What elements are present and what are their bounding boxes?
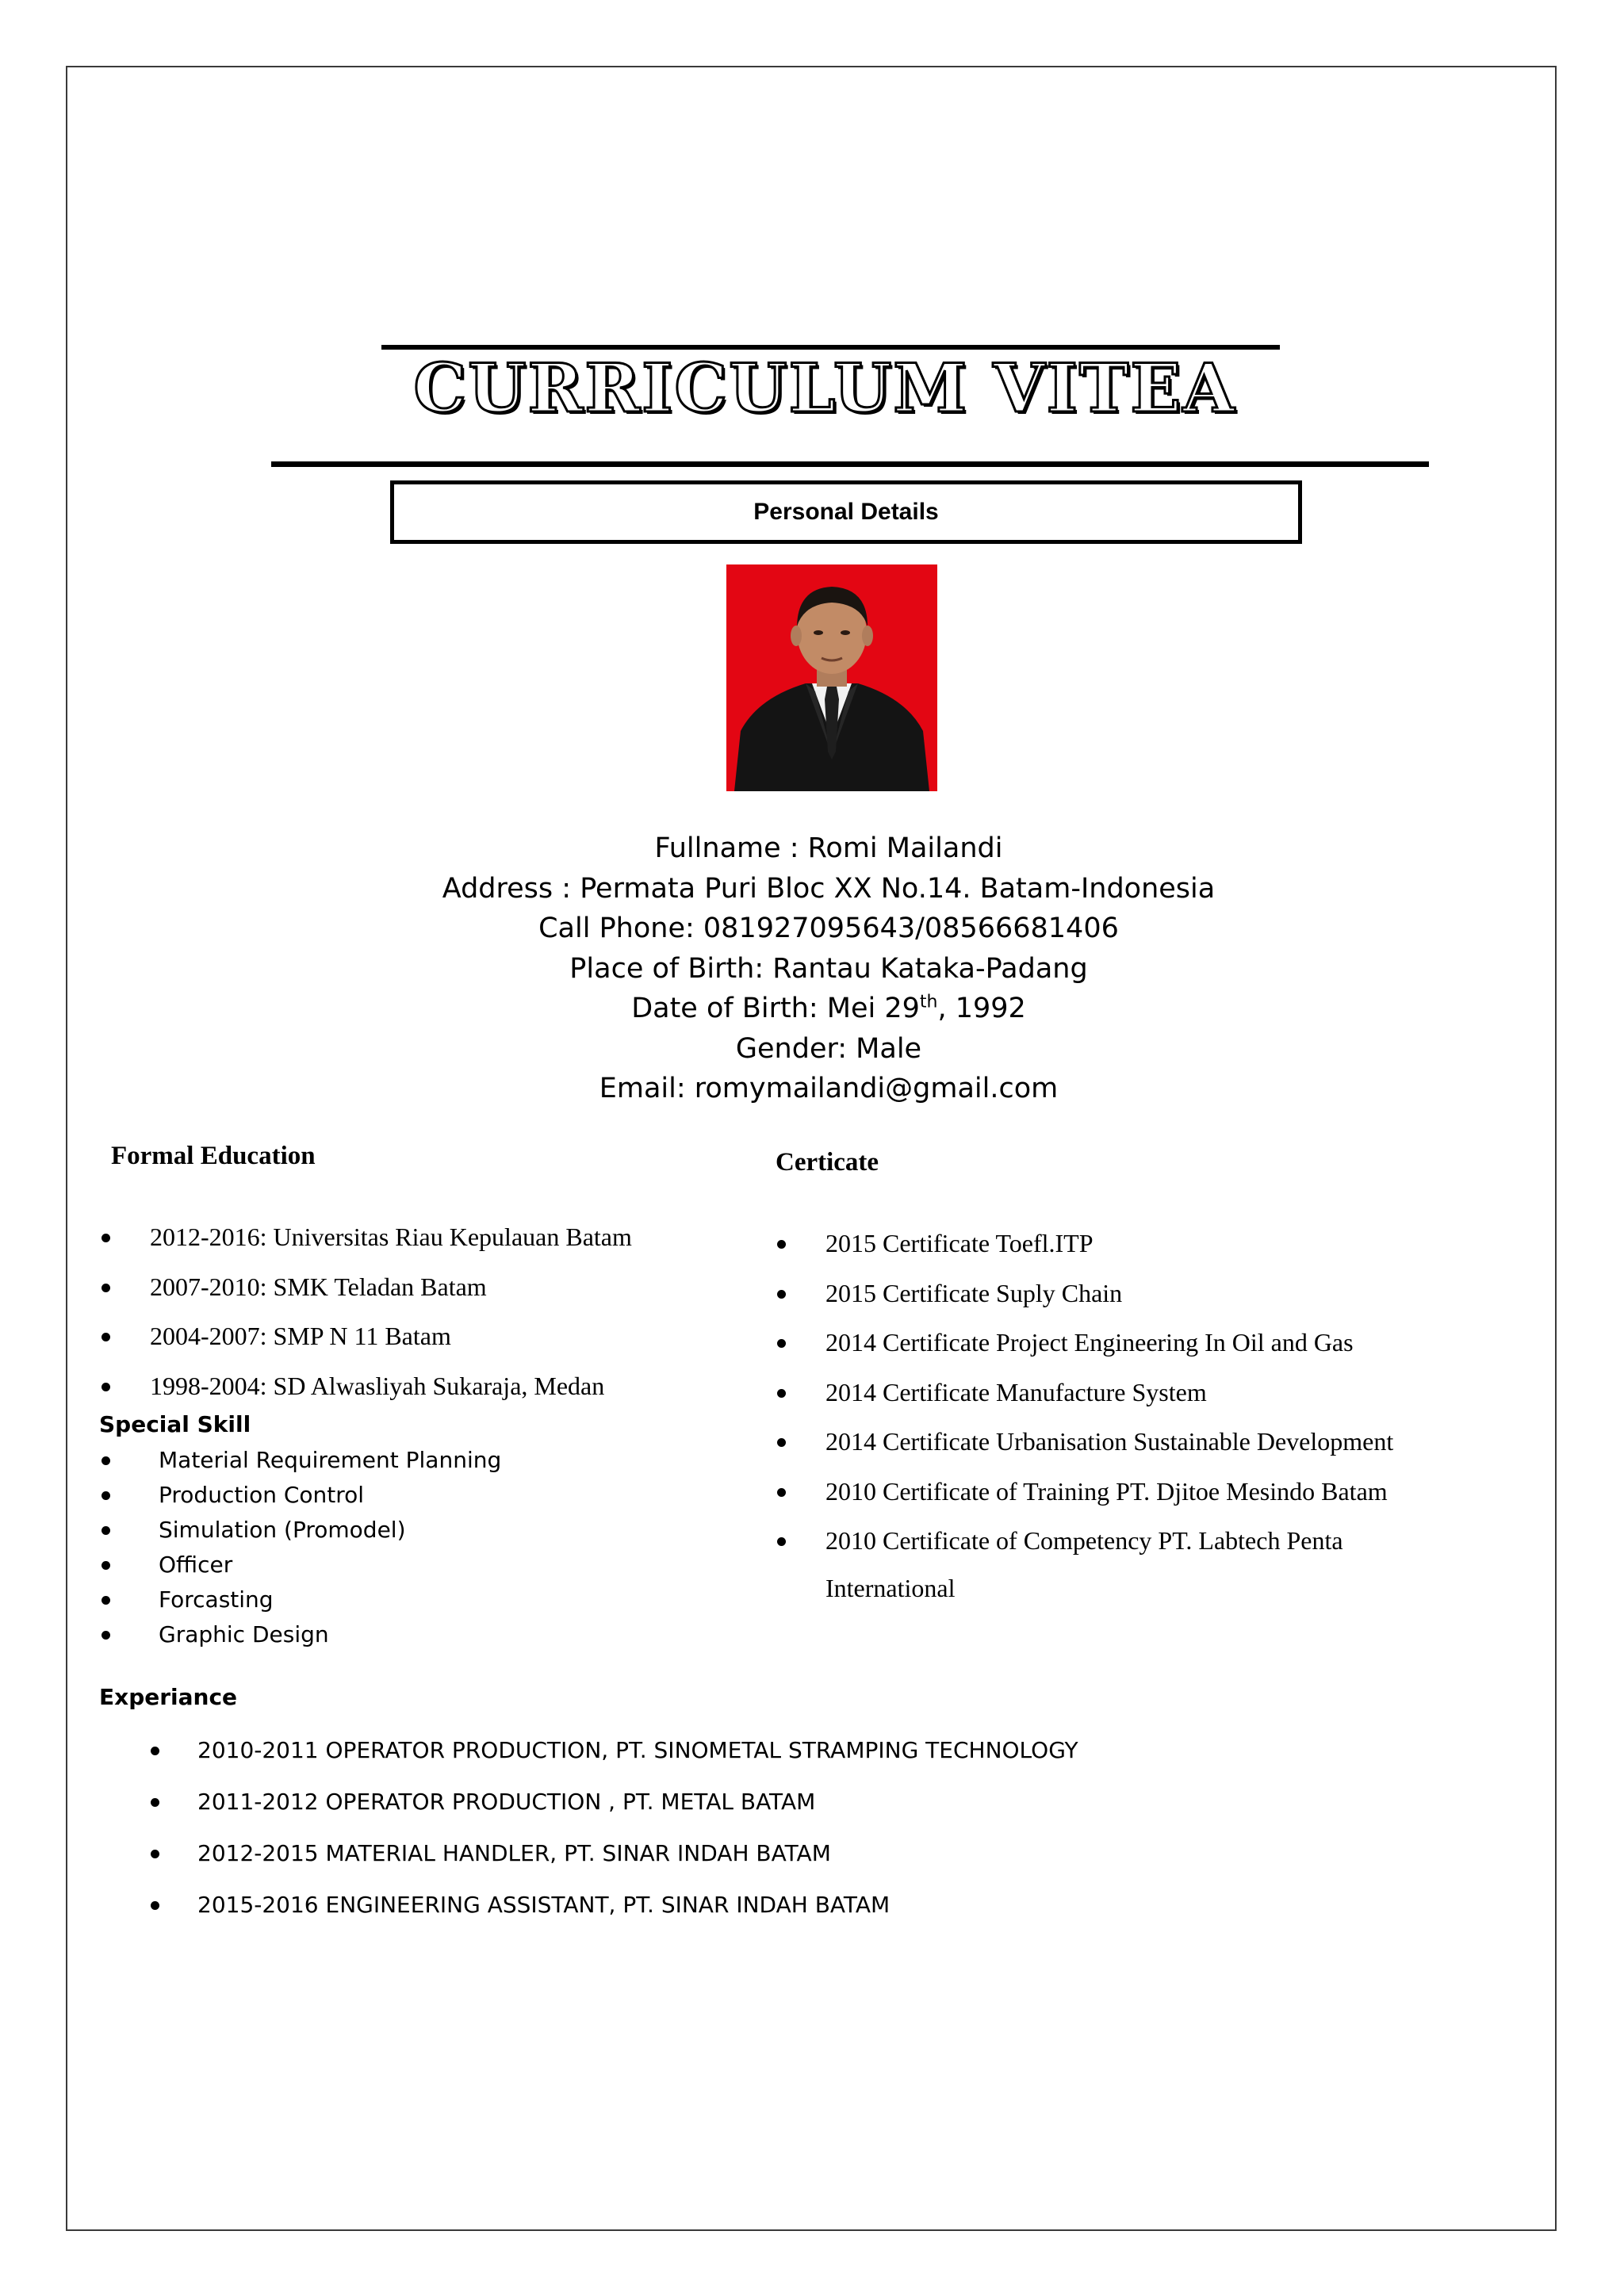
list-item: 2012-2016: Universitas Riau Kepulauan Batam bbox=[100, 1221, 632, 1271]
bullet-icon bbox=[102, 1561, 110, 1570]
bullet-icon bbox=[777, 1339, 786, 1348]
bullet-icon bbox=[777, 1488, 786, 1497]
dob-prefix: Date of Birth: Mei 29 bbox=[631, 993, 920, 1024]
list-item: 2014 Certificate Urbanisation Sustainable Development bbox=[776, 1425, 1476, 1475]
phone: Call Phone: 081927095643/08566681406 bbox=[538, 913, 1119, 944]
formal-education-list bbox=[100, 1221, 632, 1419]
bullet-icon bbox=[102, 1284, 110, 1292]
bullet-icon bbox=[102, 1383, 110, 1391]
bullet-icon bbox=[151, 1798, 159, 1807]
bullet-icon bbox=[777, 1438, 786, 1447]
title-bottom-rule bbox=[271, 461, 1429, 467]
page-title: CURRICULUM VITEA bbox=[413, 349, 1236, 427]
formal-education-heading: Formal Education bbox=[111, 1142, 316, 1170]
profile-photo bbox=[726, 564, 937, 791]
portrait-photo-icon bbox=[726, 564, 937, 791]
bullet-icon bbox=[777, 1240, 786, 1249]
list-item: Graphic Design bbox=[100, 1621, 501, 1655]
list-item: 2010 Certificate of Competency PT. Labtech Penta International bbox=[776, 1517, 1476, 1612]
list-item: 2015-2016 ENGINEERING ASSISTANT, PT. SINAR INDAH BATAM bbox=[149, 1889, 1078, 1941]
list-item: Production Control bbox=[100, 1481, 501, 1516]
bullet-icon bbox=[102, 1234, 110, 1242]
fullname: Fullname : Romi Mailandi bbox=[654, 832, 1003, 864]
list-item: 2011-2012 OPERATOR PRODUCTION , PT. METAL BATAM bbox=[149, 1786, 1078, 1838]
dob-suffix: , 1992 bbox=[937, 993, 1026, 1024]
list-item: 2014 Certificate Project Engineering In Oil and Gas bbox=[776, 1326, 1476, 1376]
special-skill-list bbox=[100, 1446, 501, 1655]
bullet-icon bbox=[151, 1901, 159, 1910]
personal-details bbox=[238, 828, 1419, 1109]
place-of-birth: Place of Birth: Rantau Kataka-Padang bbox=[569, 952, 1088, 985]
email: Email: romymailandi@gmail.com bbox=[599, 1073, 1059, 1104]
list-item: Simulation (Promodel) bbox=[100, 1516, 501, 1551]
bullet-icon bbox=[777, 1389, 786, 1398]
certificate-heading: Certicate bbox=[776, 1148, 879, 1177]
list-item: Forcasting bbox=[100, 1586, 501, 1621]
certificate-list bbox=[776, 1227, 1476, 1612]
personal-details-heading: Personal Details bbox=[753, 499, 939, 525]
bullet-icon bbox=[102, 1491, 110, 1500]
bullet-icon bbox=[151, 1850, 159, 1858]
address: Address : Permata Puri Bloc XX No.14. Batam-Indonesia bbox=[442, 872, 1216, 905]
bullet-icon bbox=[777, 1537, 786, 1546]
bullet-icon bbox=[102, 1596, 110, 1605]
date-of-birth bbox=[238, 989, 1419, 1029]
bullet-icon bbox=[102, 1333, 110, 1341]
list-item: 2010 Certificate of Training PT. Djitoe Mesindo Batam bbox=[776, 1475, 1476, 1525]
experience-list bbox=[149, 1735, 1078, 1941]
list-item: 2007-2010: SMK Teladan Batam bbox=[100, 1271, 632, 1321]
list-item: Material Requirement Planning bbox=[100, 1446, 501, 1481]
list-item: 2010-2011 OPERATOR PRODUCTION, PT. SINOMETAL STRAMPING TECHNOLOGY bbox=[149, 1735, 1078, 1786]
bullet-icon bbox=[102, 1631, 110, 1640]
bullet-icon bbox=[777, 1290, 786, 1299]
bullet-icon bbox=[102, 1456, 110, 1465]
list-item: 2015 Certificate Toefl.ITP bbox=[776, 1227, 1476, 1277]
bullet-icon bbox=[151, 1747, 159, 1755]
list-item: Officer bbox=[100, 1551, 501, 1586]
dob-superscript: th bbox=[919, 992, 938, 1012]
list-item: 1998-2004: SD Alwasliyah Sukaraja, Medan bbox=[100, 1370, 632, 1420]
bullet-icon bbox=[102, 1526, 110, 1535]
list-item: 2004-2007: SMP N 11 Batam bbox=[100, 1320, 632, 1370]
personal-details-heading-box bbox=[390, 480, 1302, 544]
gender: Gender: Male bbox=[735, 1032, 922, 1065]
list-item: 2012-2015 MATERIAL HANDLER, PT. SINAR INDAH BATAM bbox=[149, 1838, 1078, 1889]
list-item: 2014 Certificate Manufacture System bbox=[776, 1376, 1476, 1426]
list-item: 2015 Certificate Suply Chain bbox=[776, 1277, 1476, 1327]
special-skill-heading: Special Skill bbox=[99, 1411, 251, 1437]
experience-heading: Experiance bbox=[99, 1684, 238, 1710]
